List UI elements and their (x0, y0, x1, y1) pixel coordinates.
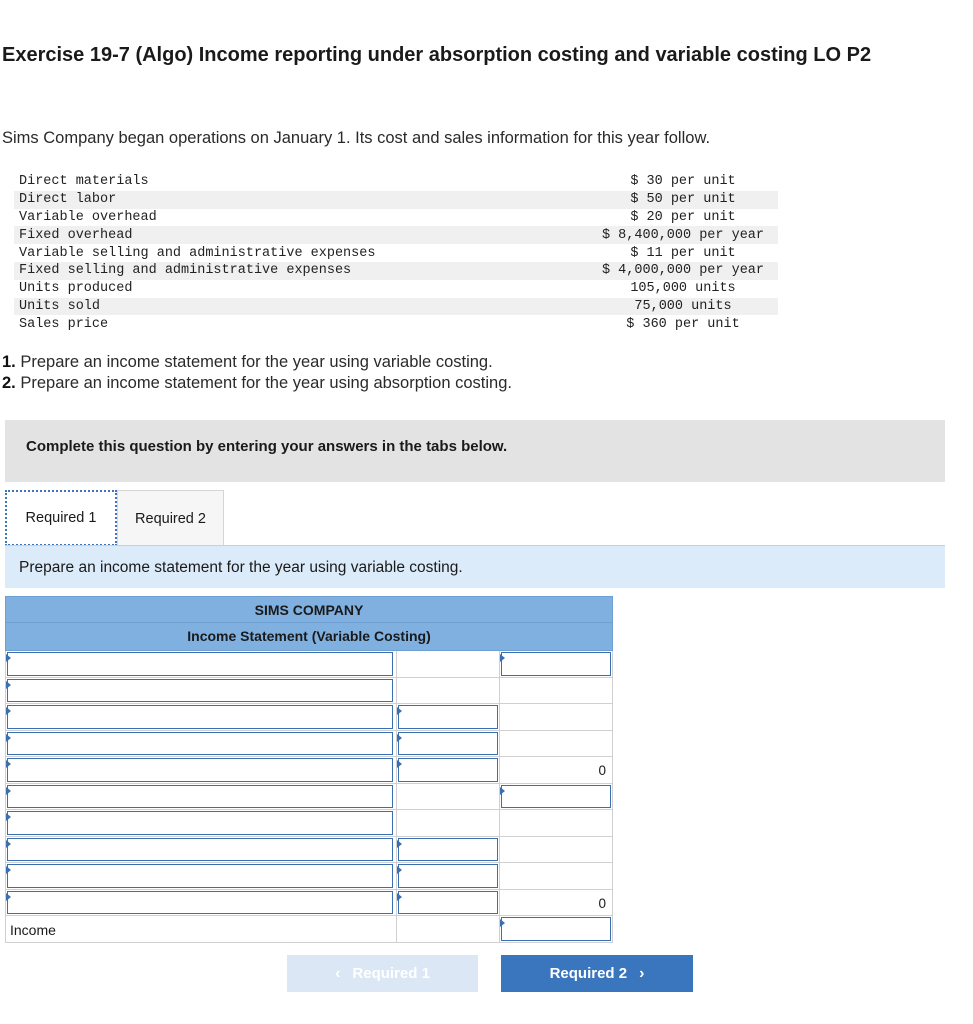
input-flag-icon (397, 893, 402, 901)
input-flag-icon (500, 654, 505, 662)
statement-cell-total (500, 731, 613, 757)
statement-title: Income Statement (Variable Costing) (5, 623, 613, 651)
statement-row (5, 810, 613, 837)
input-flag-icon (6, 734, 11, 742)
cost-info-value: 105,000 units (630, 281, 736, 297)
line-item-input[interactable] (7, 679, 393, 703)
cost-info-label: Variable overhead (19, 209, 157, 225)
input-flag-icon (397, 866, 402, 874)
cost-info-label: Fixed selling and administrative expenses (19, 263, 352, 279)
input-flag-icon (500, 787, 505, 795)
cost-info-row (14, 173, 778, 191)
line-item-input[interactable] (7, 811, 393, 835)
statement-cell-amount[interactable] (397, 757, 500, 783)
cost-info-label: Units sold (19, 298, 101, 314)
input-flag-icon (397, 760, 402, 768)
cost-info-row (14, 262, 778, 280)
statement-cell-total (500, 863, 613, 889)
statement-row (5, 704, 613, 731)
statement-cell-total (500, 890, 613, 916)
cost-info-label: Direct materials (19, 174, 149, 190)
statement-cell-label[interactable] (5, 890, 397, 916)
intro-text: Sims Company began operations on January 1. Its cost and sales information for this year follow. (2, 129, 711, 147)
statement-row (5, 678, 613, 705)
amount-input[interactable] (501, 785, 611, 809)
tab-required-2[interactable]: Required 2 (117, 490, 224, 546)
input-flag-icon (6, 760, 11, 768)
cost-info-value: $ 4,000,000 per year (601, 263, 765, 279)
prev-required-button[interactable] (287, 955, 478, 992)
amount-input[interactable] (398, 732, 498, 756)
statement-cell-label[interactable] (5, 863, 397, 889)
statement-cell-amount (397, 784, 500, 810)
statement-cell-total[interactable] (500, 916, 613, 942)
cost-info-value: $ 30 per unit (630, 174, 736, 190)
line-item-input[interactable] (7, 785, 393, 809)
next-required-button[interactable] (501, 955, 693, 992)
cost-info-row (14, 315, 778, 333)
amount-input[interactable] (398, 758, 498, 782)
tab-required-1[interactable]: Required 1 (5, 490, 117, 546)
statement-rows (5, 651, 613, 943)
cost-info-value: 75,000 units (634, 298, 732, 314)
cost-info-label: Sales price (19, 316, 109, 332)
statement-row (5, 863, 613, 890)
cost-info-table (14, 173, 778, 333)
line-item-input[interactable] (7, 864, 393, 888)
cost-info-row (14, 226, 778, 244)
statement-cell-total[interactable] (500, 651, 613, 677)
statement-cell-amount[interactable] (397, 704, 500, 730)
input-flag-icon (6, 707, 11, 715)
statement-row (5, 784, 613, 811)
statement-row (5, 837, 613, 864)
cost-info-row (14, 298, 778, 316)
chevron-right-icon: › (639, 964, 645, 982)
statement-cell-amount[interactable] (397, 863, 500, 889)
amount-input[interactable] (501, 652, 611, 676)
line-item-label: Income (10, 922, 56, 938)
line-item-input[interactable] (7, 838, 393, 862)
input-flag-icon (397, 840, 402, 848)
line-item-input[interactable] (7, 705, 393, 729)
cost-info-row (14, 209, 778, 227)
requirement-1: 1. Prepare an income statement for the year using variable costing. (2, 353, 493, 371)
statement-cell-label[interactable] (5, 651, 397, 677)
line-item-input[interactable] (7, 652, 393, 676)
statement-row (5, 731, 613, 758)
line-item-input[interactable] (7, 732, 393, 756)
requirements-list (2, 352, 512, 394)
line-item-input[interactable] (7, 758, 393, 782)
requirement-2: 2. Prepare an income statement for the year using absorption costing. (2, 374, 512, 392)
statement-cell-total (500, 704, 613, 730)
statement-company-name: SIMS COMPANY (5, 596, 613, 623)
statement-cell-label[interactable] (5, 837, 397, 863)
input-flag-icon (6, 840, 11, 848)
input-flag-icon (397, 734, 402, 742)
complete-prompt-text: Complete this question by entering your answers in the tabs below. (26, 438, 508, 455)
statement-cell-amount (397, 678, 500, 704)
statement-cell-total[interactable] (500, 784, 613, 810)
cost-info-row (14, 244, 778, 262)
statement-row (5, 757, 613, 784)
amount-value: 0 (598, 895, 606, 911)
input-flag-icon (397, 707, 402, 715)
cost-info-value: $ 8,400,000 per year (601, 227, 765, 243)
cost-info-row (14, 280, 778, 298)
statement-row (5, 651, 613, 678)
cost-info-label: Variable selling and administrative expenses (19, 245, 376, 261)
statement-cell-amount[interactable] (397, 837, 500, 863)
amount-input[interactable] (501, 917, 611, 941)
statement-cell-total (500, 757, 613, 783)
statement-cell-total (500, 810, 613, 836)
prev-required-label: Required 1 (352, 965, 430, 982)
input-flag-icon (6, 813, 11, 821)
complete-prompt-box (5, 420, 945, 482)
page-title: Exercise 19-7 (Algo) Income reporting under absorption costing and variable costing LO P2 (2, 44, 872, 66)
statement-cell-label[interactable] (5, 757, 397, 783)
statement-cell-label[interactable] (5, 678, 397, 704)
input-flag-icon (6, 654, 11, 662)
instruction-bar (5, 545, 945, 588)
statement-cell-total (500, 837, 613, 863)
statement-cell-label[interactable] (5, 784, 397, 810)
amount-input[interactable] (398, 838, 498, 862)
statement-cell-label[interactable] (5, 810, 397, 836)
cost-info-label: Fixed overhead (19, 227, 133, 243)
cost-info-value: $ 360 per unit (626, 316, 740, 332)
amount-value: 0 (598, 763, 606, 778)
statement-cell-amount (397, 916, 500, 942)
statement-row (5, 916, 613, 943)
input-flag-icon (6, 681, 11, 689)
statement-cell-label[interactable] (5, 731, 397, 757)
cost-info-row (14, 191, 778, 209)
statement-cell-amount[interactable] (397, 890, 500, 916)
cost-info-value: $ 50 per unit (630, 192, 736, 208)
line-item-input[interactable] (7, 891, 393, 915)
statement-row (5, 890, 613, 917)
input-flag-icon (6, 866, 11, 874)
input-flag-icon (6, 787, 11, 795)
chevron-left-icon: ‹ (335, 964, 341, 982)
statement-cell-label[interactable] (5, 704, 397, 730)
statement-cell-label (5, 916, 397, 942)
statement-cell-amount (397, 651, 500, 677)
cost-info-label: Direct labor (19, 192, 117, 208)
amount-input[interactable] (398, 864, 498, 888)
statement-cell-total (500, 678, 613, 704)
cost-info-label: Units produced (19, 281, 133, 297)
instruction-text: Prepare an income statement for the year using variable costing. (19, 559, 463, 576)
cost-info-value: $ 11 per unit (630, 245, 736, 261)
statement-cell-amount (397, 810, 500, 836)
statement-cell-amount[interactable] (397, 731, 500, 757)
input-flag-icon (500, 919, 505, 927)
amount-input[interactable] (398, 891, 498, 915)
next-required-label: Required 2 (549, 965, 628, 982)
cost-info-value: $ 20 per unit (630, 209, 736, 225)
input-flag-icon (6, 893, 11, 901)
income-statement (5, 596, 613, 943)
amount-input[interactable] (398, 705, 498, 729)
